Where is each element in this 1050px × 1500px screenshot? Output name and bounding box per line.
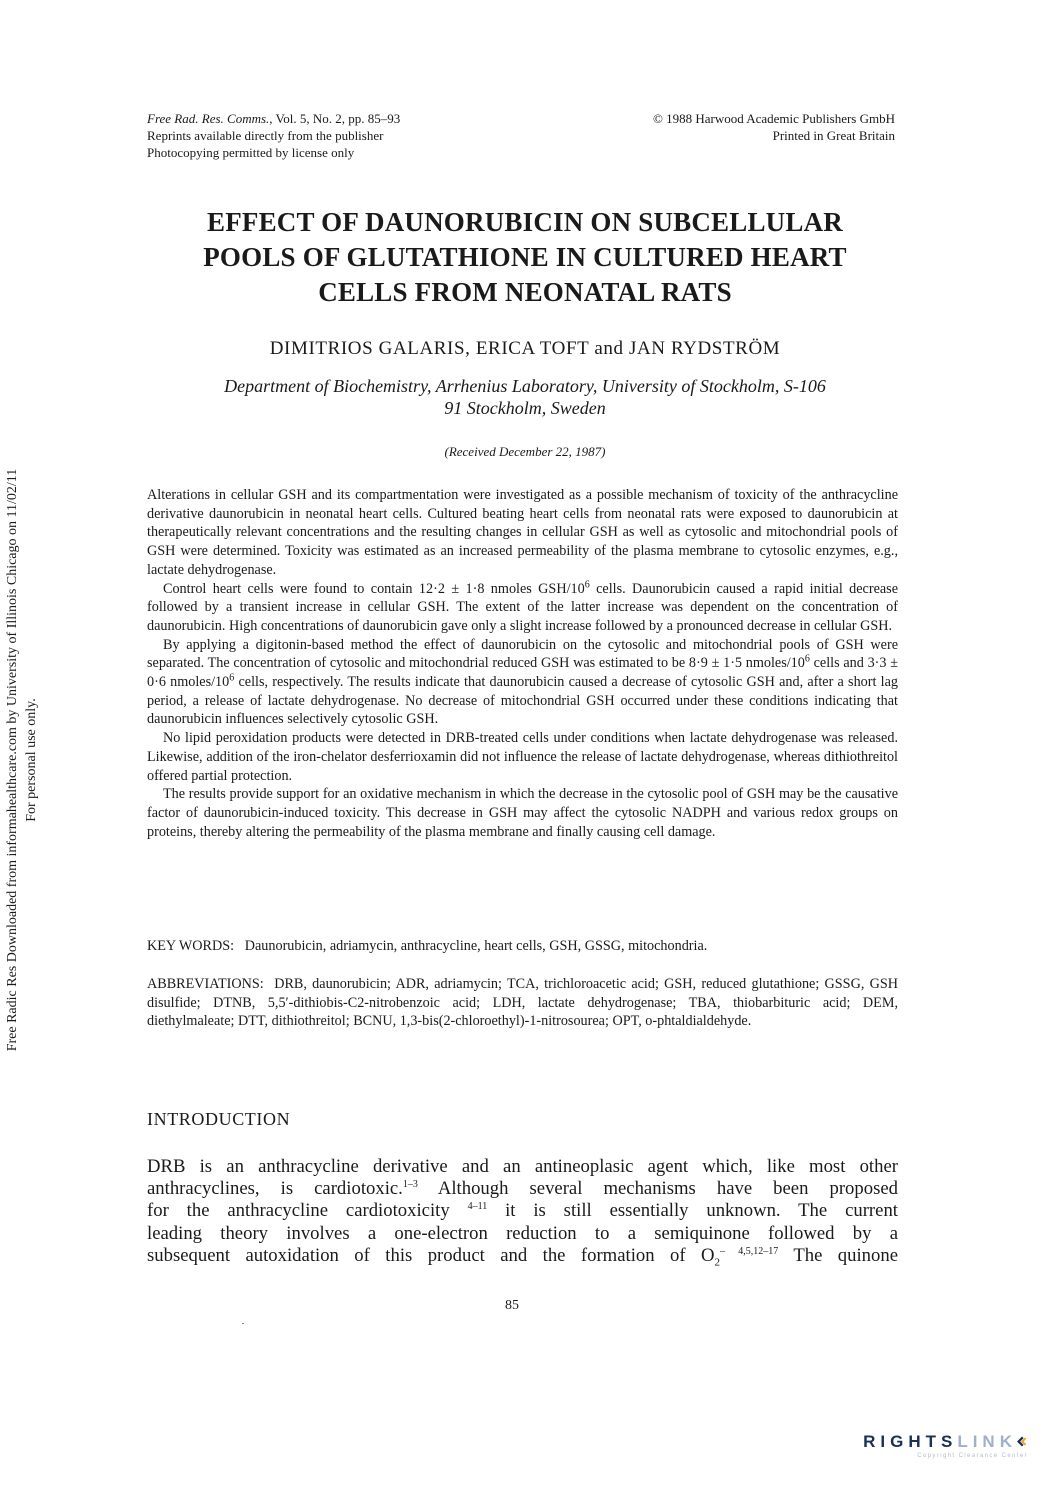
affiliation-line-1: Department of Biochemistry, Arrhenius Laboratory, University of Stockholm, S-106 bbox=[224, 376, 826, 396]
abstract-paragraph-4: No lipid peroxidation products were detected in DRB-treated cells under conditions when lactate dehydrogenase was released. Likewise, addition of the iron-chelator desferrioxamin did not influence the release of lactate dehydrogenase, whereas dithiothreitol offered partial protection. bbox=[147, 730, 898, 784]
keywords bbox=[147, 937, 898, 956]
abstract-paragraph-2: Control heart cells were found to contain 12·2 ± 1·8 nmoles GSH/$10^6$ cells. Daunorubicin caused a rapid initial decrease followed by a transient increase in cellular GSH. The extent of the latter increase was dependent on the concentration of daunorubicin. High concentrations of daunorubicin gave only a slight increase followed by a pronounced decrease in cellular GSH. bbox=[147, 578, 898, 634]
introduction-paragraph bbox=[147, 1156, 898, 1267]
title-line-1: EFFECT OF DAUNORUBICIN ON SUBCELLULAR bbox=[207, 207, 843, 237]
keywords-label: KEY WORDS: bbox=[147, 938, 235, 954]
citation-ref: – 4,5,12–17 bbox=[719, 1245, 779, 1257]
rightslink-wordmark bbox=[863, 1432, 1028, 1452]
citation-ref: 4–11 bbox=[467, 1201, 488, 1213]
scan-speck bbox=[242, 1323, 244, 1324]
intro-line-3: for the anthracycline cardiotoxicity $^{4-11}$ it is still essentially unknown. The current bbox=[147, 1200, 898, 1222]
watermark-line-2: For personal use only. bbox=[24, 698, 39, 822]
rightslink-arrow-icon bbox=[1015, 1433, 1028, 1446]
abbreviations-text: DRB, daunorubicin; ADR, adriamycin; TCA, trichloroacetic acid; GSH, reduced glutathione; GSSG, GSH disulfide; DTNB, 5,5′-dithiobis-C2-nitrobenzoic acid; LDH, lactate dehydrogenase; TBA, thiobarbituric acid; DEM, diethylmaleate; DTT, dithiothreitol; BCNU, 1,3-bis(2-chloroethyl)-1-nitrosourea; OPT, o-phtaldialdehyde. bbox=[147, 976, 898, 1030]
affiliation-line-2: 91 Stockholm, Sweden bbox=[444, 398, 606, 418]
received-date: (Received December 22, 1987) bbox=[444, 444, 606, 459]
journal-line-1: Free Rad. Res. Comms., Vol. 5, No. 2, pp. 85–93 bbox=[147, 111, 401, 126]
journal-line-2: Reprints available directly from the publisher bbox=[147, 128, 384, 143]
intro-line-4: leading theory involves a one-electron reduction to a semiquinone followed by a bbox=[147, 1222, 898, 1244]
abstract-paragraph-3: By applying a digitonin-based method the effect of daunorubicin on the cytosolic and mitochondrial pools of GSH were separated. The concentration of cytosolic and mitochondrial reduced GSH was estimated to be 8·9 ± 1·5 nmoles/$10^6$ cells and 3·3 ± 0·6 nmoles/$10^6$ cells, respectively. The results indicate that daunorubicin caused a decrease of cytosolic GSH and, after a short lag period, a release of lactate dehydrogenase. No decrease of mitochondrial GSH occurred under these conditions indicating that daunorubicin influences selectively cytosolic GSH. bbox=[147, 636, 899, 728]
citation-ref: 1–3 bbox=[402, 1178, 418, 1190]
rightslink-logo[interactable] bbox=[863, 1432, 1028, 1459]
authors: DIMITRIOS GALARIS, ERICA TOFT and JAN RYDSTRÖM bbox=[269, 338, 781, 359]
journal-citation bbox=[147, 110, 400, 161]
affiliation bbox=[120, 375, 930, 419]
intro-line-5: subsequent autoxidation of this product and the formation of $O_2^{- 4,5,12-17}$ The quinone bbox=[147, 1244, 898, 1269]
copyright-line-1: © 1988 Harwood Academic Publishers GmbH bbox=[652, 111, 895, 126]
abbreviations bbox=[147, 975, 898, 1031]
abstract-paragraph-1: Alterations in cellular GSH and its compartmentation were investigated as a possible mechanism of toxicity of the anthracycline derivative daunorubicin in neonatal heart cells. Cultured beating heart cells from neonatal rats were exposed to daunorubicin at therapeutically relevant concentrations and the resulting changes in cellular GSH as well as cytosolic and mitochondrial pools of GSH were determined. Toxicity was estimated as an increased permeability of the plasma membrane to cytosolic enzymes, e.g., lactate dehydrogenase. bbox=[147, 487, 898, 578]
copyright-notice bbox=[653, 110, 895, 144]
copyright-line-2: Printed in Great Britain bbox=[772, 128, 895, 143]
rightslink-tagline: Copyright Clearance Center bbox=[917, 1453, 1028, 1459]
download-watermark bbox=[3, 395, 41, 1125]
keywords-text: Daunorubicin, adriamycin, anthracycline, heart cells, GSH, GSSG, mitochondria. bbox=[244, 938, 708, 954]
abstract bbox=[147, 486, 898, 841]
intro-line-1: DRB is an anthracycline derivative and an antineoplasic agent which, like most other bbox=[147, 1156, 898, 1177]
abbreviations-label: ABBREVIATIONS: bbox=[147, 976, 264, 992]
title-line-3: CELLS FROM NEONATAL RATS bbox=[318, 277, 732, 307]
rightslink-dark-text: RIGHTS bbox=[863, 1432, 958, 1451]
paper-title bbox=[120, 205, 930, 310]
rightslink-light-text: LINK bbox=[957, 1432, 1017, 1451]
intro-line-2: anthracyclines, is cardiotoxic.$^{1-3}$ Although several mechanisms have been proposed bbox=[147, 1178, 898, 1200]
title-line-2: POOLS OF GLUTATHIONE IN CULTURED HEART bbox=[203, 242, 847, 272]
section-heading-introduction: INTRODUCTION bbox=[147, 1109, 291, 1129]
page-number: 85 bbox=[505, 1298, 519, 1313]
abstract-paragraph-5: The results provide support for an oxidative mechanism in which the decrease in the cytosolic pool of GSH may be the causative factor of daunorubicin-induced toxicity. This decrease in GSH may affect the cytosolic NADPH and various redox groups on proteins, thereby altering the permeability of the plasma membrane and finally causing cell damage. bbox=[147, 786, 898, 840]
journal-line-3: Photocopying permitted by license only bbox=[147, 145, 355, 160]
watermark-line-1: Free Radic Res Downloaded from informahealthcare.com by University of Illinois Chicago on 11/02/11 bbox=[5, 468, 20, 1052]
